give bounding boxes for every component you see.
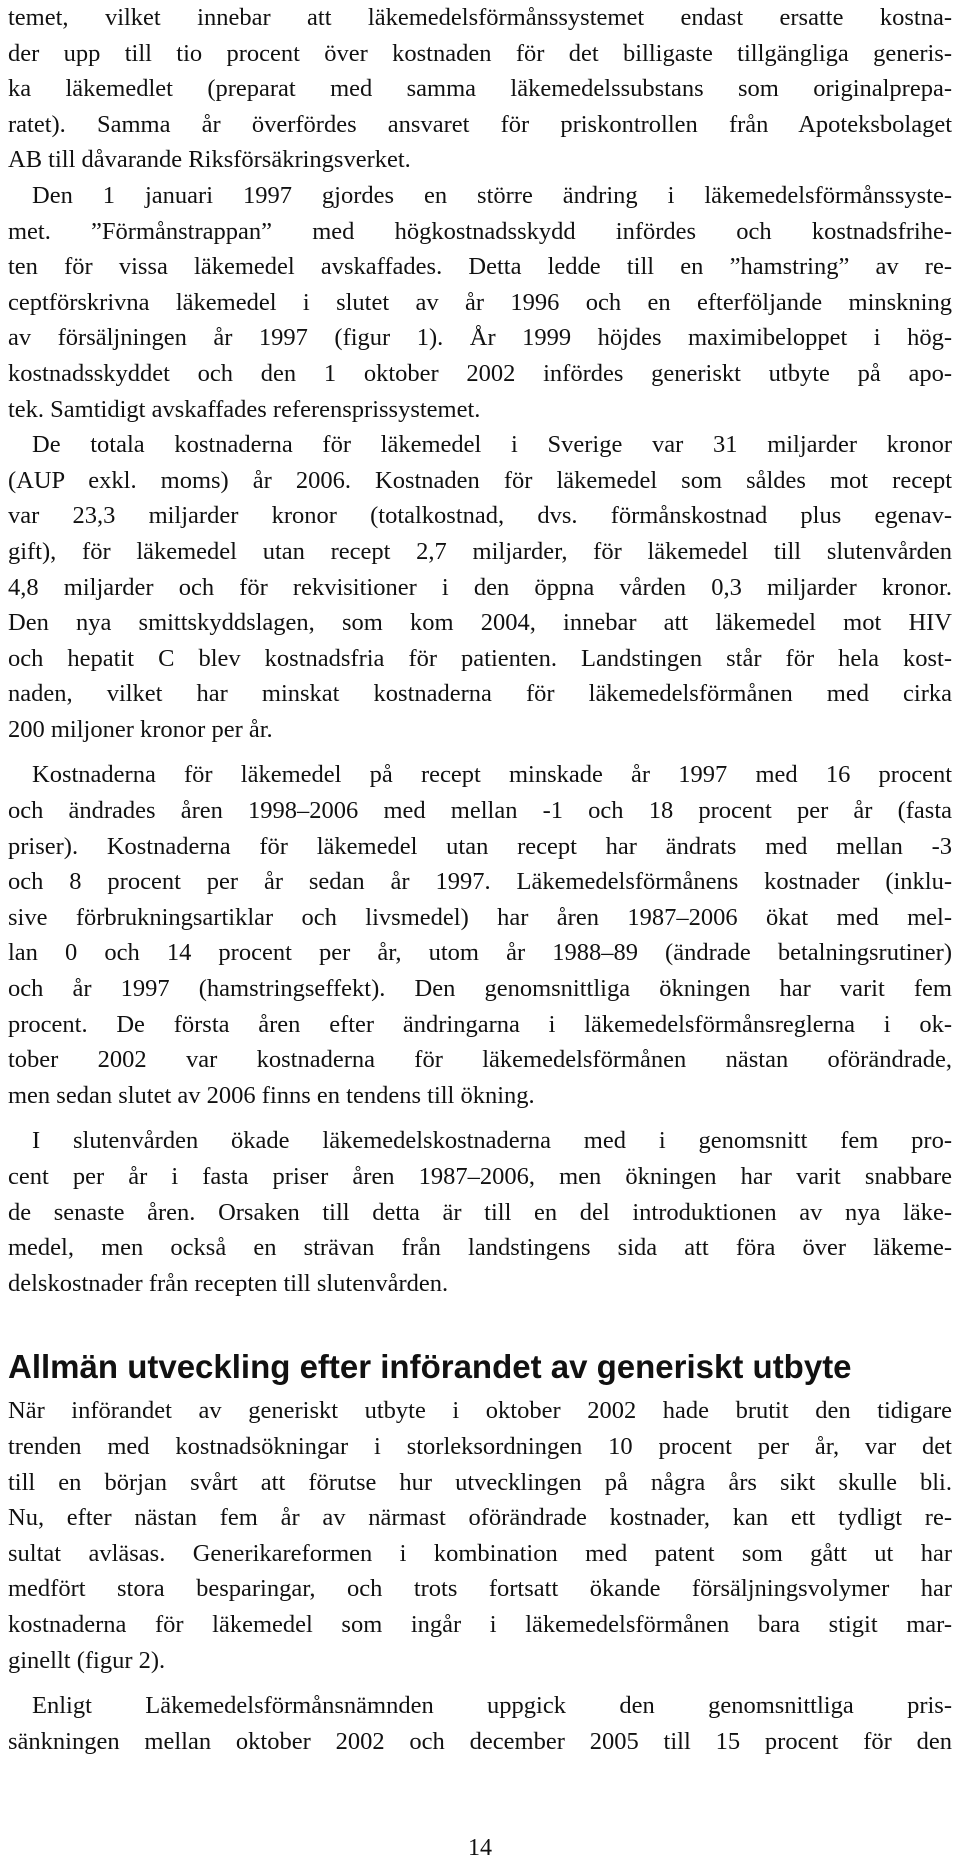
text-line: Kostnaderna för läkemedel på recept minskade år 1997 med 16 procent — [32, 761, 952, 789]
text-line: cent per år i fasta priser åren 1987–2006, men ökningen har varit snabbare — [8, 1163, 952, 1190]
page-number: 14 — [468, 1835, 492, 1861]
document-page — [8, 0, 952, 1759]
text-line: kostnaderna för läkemedel som ingår i läkemedelsförmånen bara stigit mar- — [8, 1610, 952, 1638]
text-line: tober 2002 var kostnaderna för läkemedelsförmånen nästan oförändrade, — [8, 1046, 952, 1074]
text-line: ten för vissa läkemedel avskaffades. Detta ledde till en ”hamstring” av re- — [8, 253, 952, 281]
text-line: och hepatit C blev kostnadsfria för patienten. Landstingen står för hela kost- — [8, 644, 952, 672]
text-line: trenden med kostnadsökningar i storleksordningen 10 procent per år, var det — [8, 1432, 952, 1460]
text-line: de senaste åren. Orsaken till detta är till en del introduktionen av nya läke- — [8, 1198, 952, 1226]
text-line: kostnadsskyddet och den 1 oktober 2002 infördes generiskt utbyte på apo- — [8, 359, 952, 387]
paragraph-intro — [8, 0, 952, 178]
text-line: var 23,3 miljarder kronor (totalkostnad, dvs. förmånskostnad plus egenav- — [8, 502, 952, 530]
text-line: sive förbrukningsartiklar och livsmedel) har åren 1987–2006 ökat med mel- — [8, 903, 952, 931]
text-line: Nu, efter nästan fem år av närmast oförändrade kostnader, kan ett tydligt re- — [8, 1504, 952, 1532]
text-line: I slutenvården ökade läkemedelskostnaderna med i genomsnitt fem pro- — [32, 1127, 952, 1155]
text-line: Den 1 januari 1997 gjordes en större ändring i läkemedelsförmånssyste- — [32, 181, 952, 209]
text-line: sultat avläsas. Generikareformen i kombination med patent som gått ut har — [8, 1539, 952, 1567]
text-line: naden, vilket har minskat kostnaderna för läkemedelsförmånen med cirka — [8, 680, 952, 708]
text-line: De totala kostnaderna för läkemedel i Sverige var 31 miljarder kronor — [32, 431, 952, 459]
paragraph-1997-changes — [8, 178, 952, 427]
text-line: tek. Samtidigt avskaffades referensprissystemet. — [8, 395, 481, 423]
paragraph-cost-trend — [8, 757, 952, 1113]
text-line: 4,8 miljarder och för rekvisitioner i den öppna vården 0,3 miljarder kronor. — [8, 573, 952, 601]
text-line: temet, vilket innebar att läkemedelsförmånssystemet endast ersatte kostna- — [8, 4, 952, 31]
text-line: lan 0 och 14 procent per år, utom år 1988–89 (ändrade betalningsrutiner) — [8, 939, 952, 967]
text-line: medfört stora besparingar, och trots fortsatt ökande försäljningsvolymer har — [8, 1575, 952, 1603]
text-line: av försäljningen år 1997 (figur 1). År 1999 höjdes maximibeloppet i hög- — [8, 324, 952, 352]
text-line: ratet). Samma år överfördes ansvaret för priskontrollen från Apoteksbolaget — [8, 110, 952, 138]
text-line: procent. De första åren efter ändringarna i läkemedelsförmånsreglerna i ok- — [8, 1010, 952, 1038]
text-line: ka läkemedlet (preparat med samma läkemedelssubstans som originalprepa- — [8, 75, 952, 103]
text-line: ceptförskrivna läkemedel i slutet av år 1996 och en efterföljande minskning — [8, 288, 952, 316]
paragraph-total-costs — [8, 427, 952, 747]
text-line: (AUP exkl. moms) år 2006. Kostnaden för läkemedel som såldes mot recept — [8, 466, 952, 494]
text-line: delskostnader från recepten till slutenvården. — [8, 1269, 449, 1297]
paragraph-benefits-board — [8, 1688, 952, 1759]
text-line: met. ”Förmånstrappan” med högkostnadsskydd infördes och kostnadsfrihe- — [8, 217, 952, 245]
text-line: och ändrades åren 1998–2006 med mellan -1 och 18 procent per år (fasta — [8, 797, 952, 825]
text-line: och 8 procent per år sedan år 1997. Läkemedelsförmånens kostnader (inklu- — [8, 868, 952, 896]
text-line: När införandet av generiskt utbyte i oktober 2002 hade brutit den tidigare — [8, 1397, 952, 1425]
text-line: AB till dåvarande Riksförsäkringsverket. — [8, 146, 411, 174]
text-line: men sedan slutet av 2006 finns en tendens till ökning. — [8, 1081, 535, 1109]
text-line: till en början svårt att förutse hur utvecklingen på några års sikt skulle bli. — [8, 1468, 952, 1496]
text-line: och år 1997 (hamstringseffekt). Den genomsnittliga ökningen har varit fem — [8, 975, 952, 1003]
text-line: der upp till tio procent över kostnaden för det billigaste tillgängliga generis- — [8, 39, 952, 67]
text-line: 200 miljoner kronor per år. — [8, 715, 273, 743]
text-line: priser). Kostnaderna för läkemedel utan recept har ändrats med mellan -3 — [8, 832, 952, 860]
text-line: Enligt Läkemedelsförmånsnämnden uppgick den genomsnittliga pris- — [32, 1692, 952, 1720]
text-line: ginellt (figur 2). — [8, 1646, 166, 1674]
section-heading: Allmän utveckling efter införandet av generiskt utbyte — [8, 1348, 852, 1386]
text-line: medel, men också en strävan från landstingens sida att föra över läkeme- — [8, 1234, 952, 1262]
paragraph-hospital-care — [8, 1123, 952, 1301]
text-line: gift), för läkemedel utan recept 2,7 miljarder, för läkemedel till slutenvården — [8, 537, 952, 565]
text-line: Den nya smittskyddslagen, som kom 2004, innebar att läkemedel mot HIV — [8, 609, 952, 637]
paragraph-generic-substitution — [8, 1393, 952, 1678]
text-line: sänkningen mellan oktober 2002 och december 2005 till 15 procent för den — [8, 1727, 952, 1755]
